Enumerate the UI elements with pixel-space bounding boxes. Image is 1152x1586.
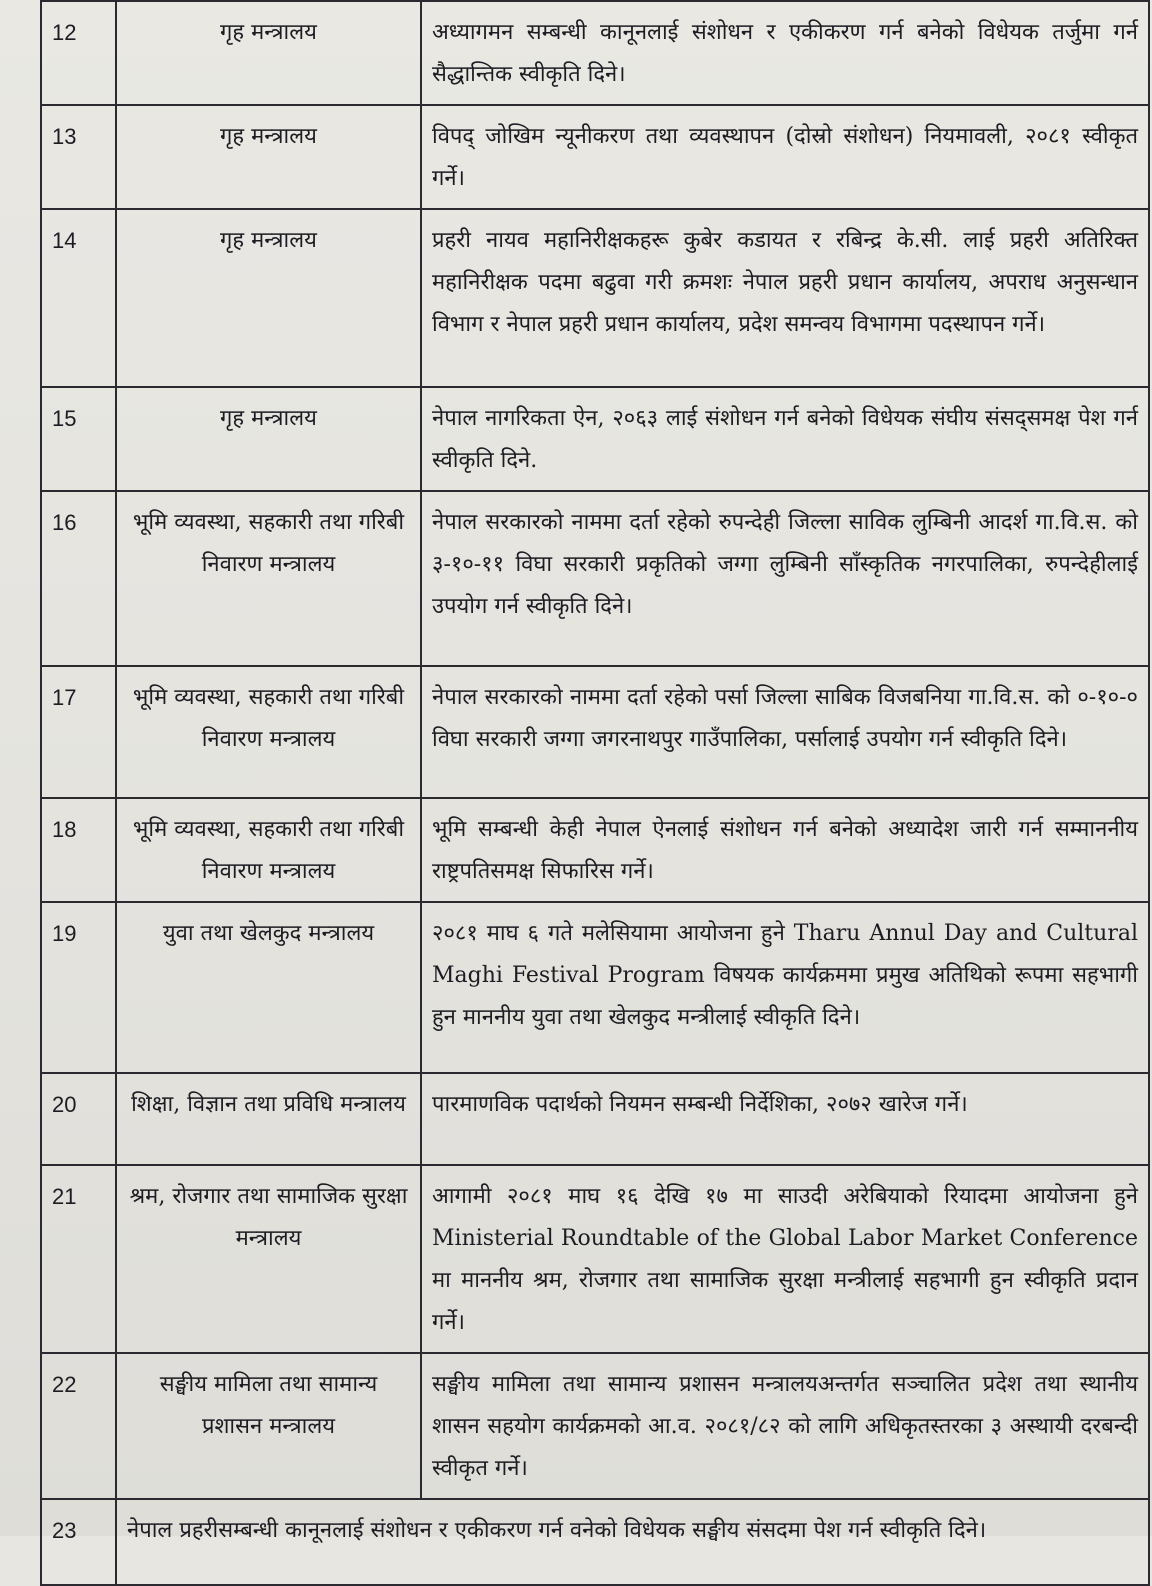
ministry-cell: भूमि व्यवस्था, सहकारी तथा गरिबी निवारण मन्त्रालय bbox=[116, 491, 421, 666]
table-row bbox=[41, 491, 1149, 666]
ministry-cell: सङ्घीय मामिला तथा सामान्य प्रशासन मन्त्रालय bbox=[116, 1353, 421, 1499]
ministry-cell: युवा तथा खेलकुद मन्त्रालय bbox=[116, 902, 421, 1073]
table-row bbox=[41, 1353, 1149, 1499]
row-number: 12 bbox=[41, 1, 116, 105]
decision-cell-merged: नेपाल प्रहरीसम्बन्धी कानूनलाई संशोधन र एकीकरण गर्न वनेको विधेयक सङ्घीय संसदमा पेश गर्न स्वीकृति दिने। bbox=[116, 1499, 1149, 1585]
decision-cell: अध्यागमन सम्बन्धी कानूनलाई संशोधन र एकीकरण गर्न बनेको विधेयक तर्जुमा गर्न सैद्धान्तिक स्वीकृति दिने। bbox=[421, 1, 1149, 105]
row-number: 22 bbox=[41, 1353, 116, 1499]
decision-cell: आगामी २०८१ माघ १६ देखि १७ मा साउदी अरेबियाको रियादमा आयोजना हुने Ministerial Roundtable of the Global Labor Market Conference मा माननीय श्रम, रोजगार तथा सामाजिक सुरक्षा मन्त्रीलाई सहभागी हुन स्वीकृति प्रदान गर्ने। bbox=[421, 1165, 1149, 1353]
decision-cell: प्रहरी नायव महानिरीक्षकहरू कुबेर कडायत र रबिन्द्र के.सी. लाई प्रहरी अतिरिक्त महानिरीक्षक पदमा बढुवा गरी क्रमशः नेपाल प्रहरी प्रधान कार्यालय, अपराध अनुसन्धान विभाग र नेपाल प्रहरी प्रधान कार्यालय, प्रदेश समन्वय विभागमा पदस्थापन गर्ने। bbox=[421, 209, 1149, 387]
decision-cell: भूमि सम्बन्धी केही नेपाल ऐनलाई संशोधन गर्न बनेको अध्यादेश जारी गर्न सम्माननीय राष्ट्रपतिसमक्ष सिफारिस गर्ने। bbox=[421, 798, 1149, 902]
row-number: 15 bbox=[41, 387, 116, 491]
table-row bbox=[41, 666, 1149, 798]
table-row bbox=[41, 387, 1149, 491]
ministry-cell: गृह मन्त्रालय bbox=[116, 387, 421, 491]
row-number: 14 bbox=[41, 209, 116, 387]
ministry-cell: श्रम, रोजगार तथा सामाजिक सुरक्षा मन्त्रालय bbox=[116, 1165, 421, 1353]
table-row bbox=[41, 105, 1149, 209]
table-row bbox=[41, 798, 1149, 902]
decision-cell: नेपाल नागरिकता ऐन, २०६३ लाई संशोधन गर्न बनेको विधेयक संघीय संसद्समक्ष पेश गर्न स्वीकृति दिने. bbox=[421, 387, 1149, 491]
table-row bbox=[41, 1499, 1149, 1585]
decision-cell: विपद् जोखिम न्यूनीकरण तथा व्यवस्थापन (दोस्रो संशोधन) नियमावली, २०८१ स्वीकृत गर्ने। bbox=[421, 105, 1149, 209]
table-row bbox=[41, 1, 1149, 105]
decision-cell: २०८१ माघ ६ गते मलेसियामा आयोजना हुने Tharu Annul Day and Cultural Maghi Festival Program विषयक कार्यक्रममा प्रमुख अतिथिको रूपमा सहभागी हुन माननीय युवा तथा खेलकुद मन्त्रीलाई स्वीकृति दिने। bbox=[421, 902, 1149, 1073]
ministry-cell: गृह मन्त्रालय bbox=[116, 105, 421, 209]
row-number: 19 bbox=[41, 902, 116, 1073]
row-number: 17 bbox=[41, 666, 116, 798]
row-number: 18 bbox=[41, 798, 116, 902]
decision-cell: पारमाणविक पदार्थको नियमन सम्बन्धी निर्देशिका, २०७२ खारेज गर्ने। bbox=[421, 1073, 1149, 1165]
row-number: 13 bbox=[41, 105, 116, 209]
table-row bbox=[41, 1073, 1149, 1165]
decision-cell: सङ्घीय मामिला तथा सामान्य प्रशासन मन्त्रालयअन्तर्गत सञ्चालित प्रदेश तथा स्थानीय शासन सहयोग कार्यक्रमको आ.व. २०८१/८२ को लागि अधिकृतस्तरका ३ अस्थायी दरबन्दी स्वीकृत गर्ने। bbox=[421, 1353, 1149, 1499]
table-row bbox=[41, 1165, 1149, 1353]
table-row bbox=[41, 902, 1149, 1073]
ministry-cell: गृह मन्त्रालय bbox=[116, 1, 421, 105]
ministry-cell: भूमि व्यवस्था, सहकारी तथा गरिबी निवारण मन्त्रालय bbox=[116, 798, 421, 902]
table-row bbox=[41, 209, 1149, 387]
ministry-cell: गृह मन्त्रालय bbox=[116, 209, 421, 387]
cabinet-decisions-table bbox=[40, 0, 1150, 1586]
row-number: 21 bbox=[41, 1165, 116, 1353]
row-number: 23 bbox=[41, 1499, 116, 1585]
ministry-cell: शिक्षा, विज्ञान तथा प्रविधि मन्त्रालय bbox=[116, 1073, 421, 1165]
row-number: 16 bbox=[41, 491, 116, 666]
row-number: 20 bbox=[41, 1073, 116, 1165]
decision-cell: नेपाल सरकारको नाममा दर्ता रहेको रुपन्देही जिल्ला साविक लुम्बिनी आदर्श गा.वि.स. को ३-१०-११ विघा सरकारी प्रकृतिको जग्गा लुम्बिनी साँस्कृतिक नगरपालिका, रुपन्देहीलाई उपयोग गर्न स्वीकृति दिने। bbox=[421, 491, 1149, 666]
ministry-cell: भूमि व्यवस्था, सहकारी तथा गरिबी निवारण मन्त्रालय bbox=[116, 666, 421, 798]
decision-cell: नेपाल सरकारको नाममा दर्ता रहेको पर्सा जिल्ला साबिक विजबनिया गा.वि.स. को ०-१०-० विघा सरकारी जग्गा जगरनाथपुर गाउँपालिका, पर्सालाई उपयोग गर्न स्वीकृति दिने। bbox=[421, 666, 1149, 798]
